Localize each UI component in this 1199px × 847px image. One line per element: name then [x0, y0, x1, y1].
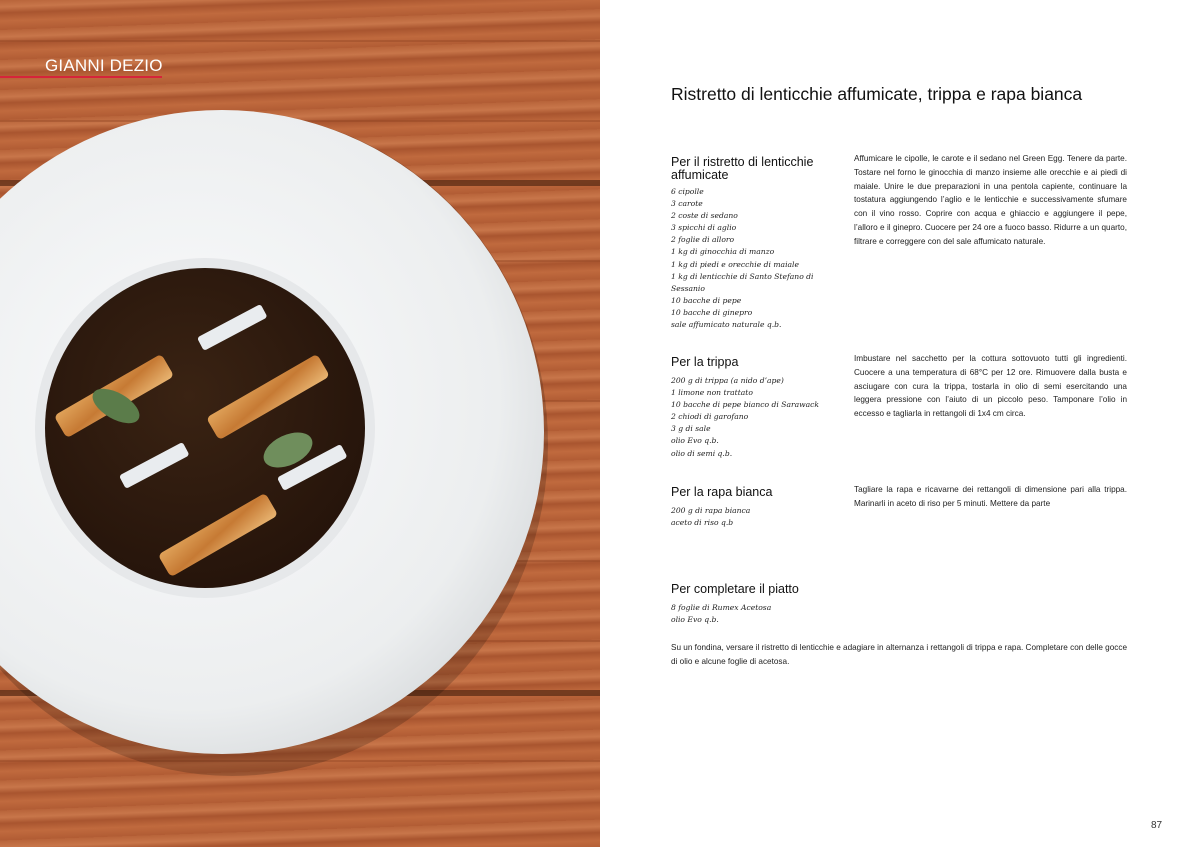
ingredient-item: 3 spicchi di aglio [671, 223, 737, 233]
method-text: Imbustare nel sacchetto per la cottura sottovuoto tutti gli ingredienti. Cuocere a una temperatura di 68°C per 12 ore. Rimuovere dalla busta e asciugare con cura la trippa, tostarla in olio di semi esercitando una leggera pressione con l’aiuto di un piccolo peso. Tamponare l’olio in eccesso e tagliarla in rettangoli di 1x4 cm circa. [854, 354, 1127, 419]
author-underline [0, 76, 162, 78]
ingredient-item: aceto di riso q.b [671, 518, 734, 528]
ingredient-item: 2 chiodi di garofano [671, 412, 749, 422]
ingredient-item: 10 bacche di ginepro [671, 307, 753, 317]
ingredient-list [671, 505, 836, 529]
ingredient-item: 2 coste di sedano [671, 211, 738, 221]
ingredient-item: 1 kg di piedi e orecchie di maiale [671, 259, 799, 269]
method-text: Affumicare le cipolle, le carote e il sedano nel Green Egg. Tenere da parte. Tostare nel forno le ginocchia di manzo insieme alle orecchie e ai piedi di maiale. Unire le due preparazioni in una pentola capiente, continuare la tostatura aggiungendo l’aglio e le lenticchie e successivamente sfumare con il vino rosso. Coprire con acqua e ghiaccio e aggiungere il pepe, l’alloro e il ginepro. Cuocere per 24 ore a fuoco basso. Ridurre a un quarto, filtrare e correggere con del sale affumicato naturale. [854, 154, 1127, 246]
ingredient-list [671, 375, 836, 460]
page-number: 87 [1151, 820, 1163, 831]
ingredient-item: 3 g di sale [671, 424, 711, 434]
section-title: Per completare il piatto [671, 582, 799, 596]
method-text: Tagliare la rapa e ricavarne dei rettangoli di dimensione pari alla trippa. Marinarli in aceto di riso per 5 minuti. Mettere da parte [854, 485, 1127, 508]
author-name: GIANNI DEZIO [45, 56, 163, 75]
final-note: Su un fondina, versare il ristretto di lenticchie e adagiare in alternanza i rettangoli di trippa e rapa. Completare con delle gocce di olio e alcune foglie di acetosa. [671, 643, 1128, 666]
ingredient-item: 10 bacche di pepe [671, 295, 742, 305]
ingredient-item: 1 kg di ginocchia di manzo [671, 247, 775, 257]
ingredient-item: 2 foglie di alloro [671, 235, 735, 245]
ingredient-item: olio di semi q.b. [671, 448, 733, 458]
section-title: Per la rapa bianca [671, 485, 773, 499]
section-title: Per il ristretto di lenticchie affumicate [671, 155, 814, 182]
ingredient-item: 200 g di trippa (a nido d’ape) [671, 376, 784, 385]
ingredient-item: olio Evo q.b. [671, 436, 719, 446]
ingredient-item: olio Evo q.b. [671, 615, 719, 625]
ingredient-item: 3 carote [671, 199, 703, 209]
ingredient-item: 1 kg di lenticchie di Santo Stefano di [671, 271, 814, 281]
ingredient-item: 8 foglie di Rumex Acetosa [671, 603, 772, 612]
ingredient-item: 6 cipolle [671, 187, 704, 196]
ingredient-list [671, 186, 836, 331]
ingredient-list [671, 602, 836, 626]
section-title: Per la trippa [671, 355, 739, 369]
ingredient-item: sale affumicato naturale q.b. [671, 320, 782, 330]
ingredient-item: Sessanio [671, 283, 705, 293]
ingredient-item: 10 bacche di pepe bianco di Sarawack [671, 400, 820, 410]
ingredient-item: 200 g di rapa bianca [671, 506, 751, 515]
recipe-title: Ristretto di lenticchie affumicate, trippa e rapa bianca [671, 84, 1083, 104]
ingredient-item: 1 limone non trattato [671, 388, 753, 398]
